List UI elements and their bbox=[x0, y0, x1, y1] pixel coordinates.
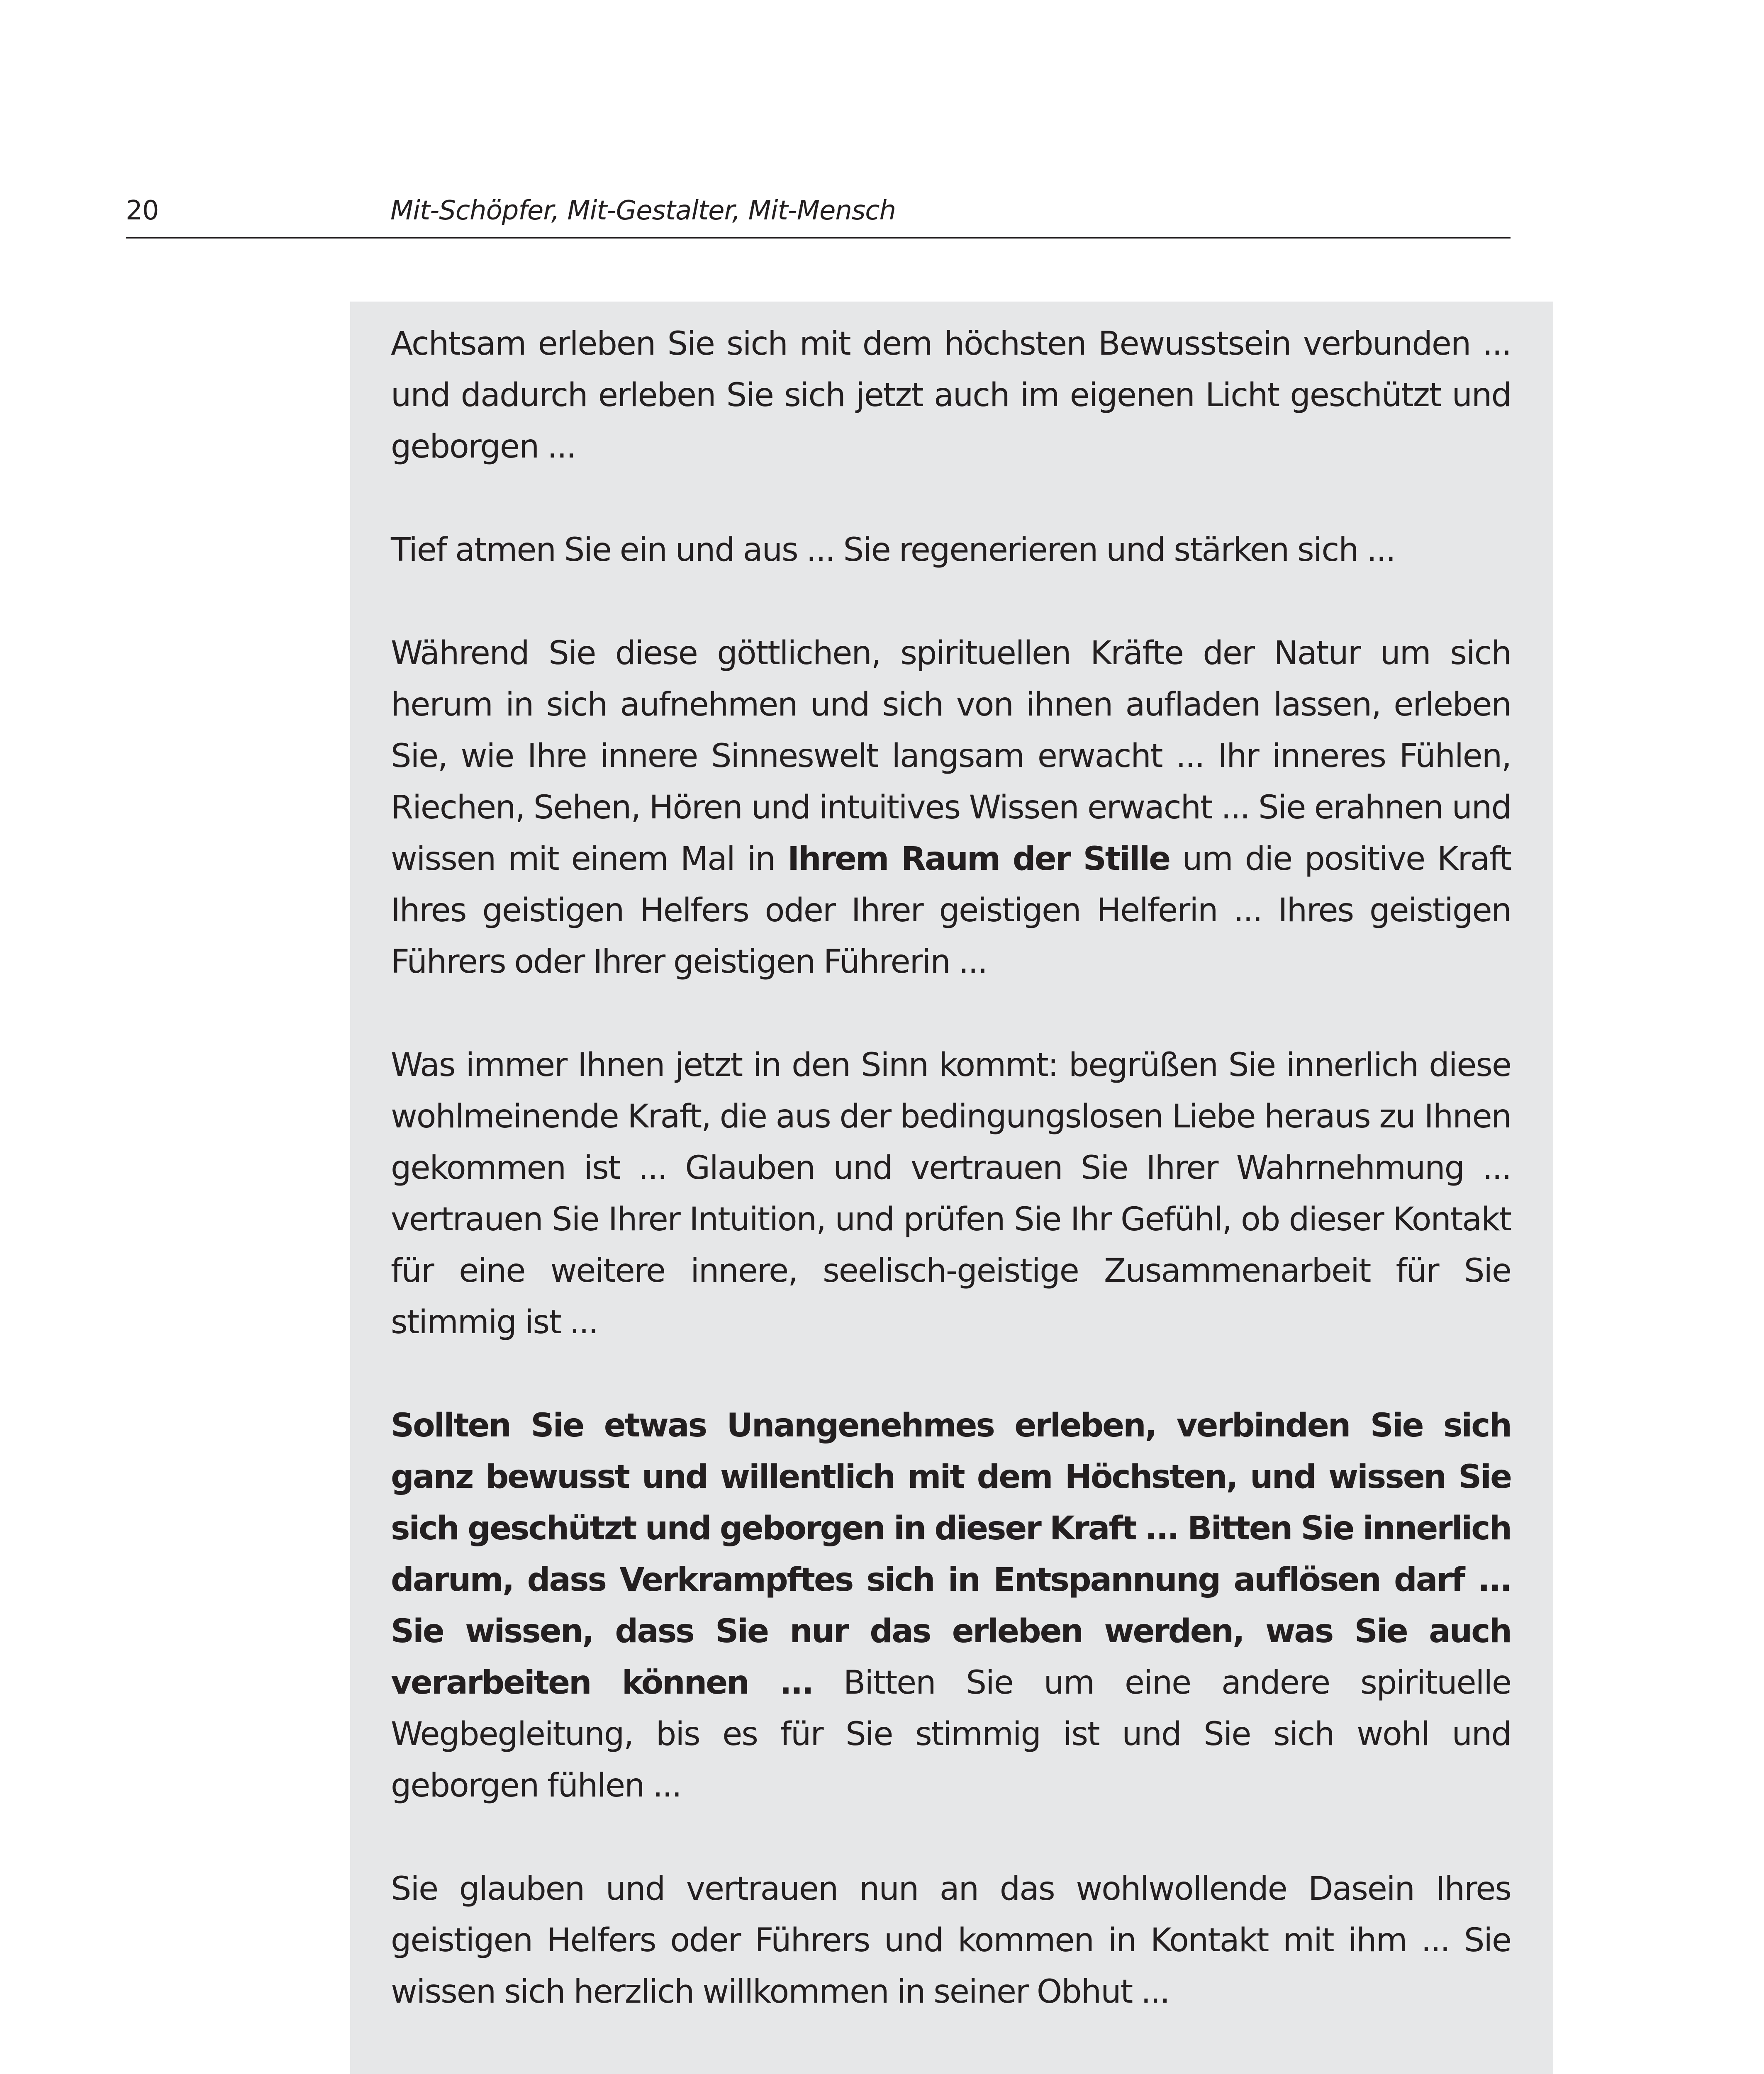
paragraph-1: Achtsam erleben Sie sich mit dem höchsten Bewusstsein verbunden ... und dadurch erleben Sie sich jetzt auch im eigenen Licht geschützt und geborgen ... bbox=[391, 325, 1511, 465]
page-number: 20 bbox=[126, 195, 159, 226]
page-header bbox=[126, 194, 1511, 239]
paragraph-5 bbox=[391, 1400, 1511, 1811]
paragraph-6: Sie glauben und vertrauen nun an das wohlwollende Dasein Ihres geistigen Helfers oder Führers und kommen in Kontakt mit ihm ... Sie wissen sich herzlich willkommen in seiner Obhut ... bbox=[391, 1870, 1511, 2011]
paragraph-5-text-after: Bitten Sie um eine andere spirituelle Wegbegleitung, bis es für Sie stimmig ist und Sie sich wohl und geborgen fühlen ... bbox=[391, 1664, 1511, 1804]
meditation-text-box bbox=[350, 302, 1553, 2074]
box-text bbox=[391, 318, 1511, 2069]
paragraph-3 bbox=[391, 628, 1511, 988]
running-title: Mit-Schöpfer, Mit-Gestalter, Mit-Mensch bbox=[390, 195, 896, 226]
paragraph-2: Tief atmen Sie ein und aus ... Sie regenerieren und stärken sich ... bbox=[391, 531, 1395, 569]
paragraph-3-bold-phrase: Ihrem Raum der Stille bbox=[787, 840, 1170, 878]
paragraph-3-text-before: Während Sie diese göttlichen, spirituellen Kräfte der Natur um sich herum in sich aufnehmen und sich von ihnen aufladen lassen, erleben Sie, wie Ihre innere Sinneswelt langsam erwacht ... Ihr inneres Fühlen, Riechen, Sehen, Hören und intuitives Wissen erwacht ... Sie erahnen und wissen mit einem Mal in bbox=[391, 635, 1511, 878]
paragraph-5-bold-text: Sollten Sie etwas Unangenehmes erleben, verbinden Sie sich ganz bewusst und willentlich mit dem Höchsten, und wissen Sie sich geschützt und geborgen in dieser Kraft ... Bitten Sie innerlich darum, dass Verkrampftes sich in Entspannung auflösen darf ... Sie wissen, dass Sie nur das erleben werden, was Sie auch verarbeiten können ... bbox=[391, 1407, 1511, 1702]
paragraph-3-text-after: um die positive Kraft Ihres geistigen Helfers oder Ihrer geistigen Helferin ... Ihres geistigen Führers oder Ihrer geistigen Führerin ... bbox=[391, 840, 1511, 981]
paragraph-4: Was immer Ihnen jetzt in den Sinn kommt: begrüßen Sie innerlich diese wohlmeinende Kraft, die aus der bedingungslosen Liebe heraus zu Ihnen gekommen ist ... Glauben und vertrauen Sie Ihrer Wahrnehmung ... vertrauen Sie Ihrer Intuition, und prüfen Sie Ihr Gefühl, ob dieser Kontakt für eine weitere innere, seelisch-geistige Zusammenarbeit für Sie stimmig ist ... bbox=[391, 1047, 1511, 1341]
